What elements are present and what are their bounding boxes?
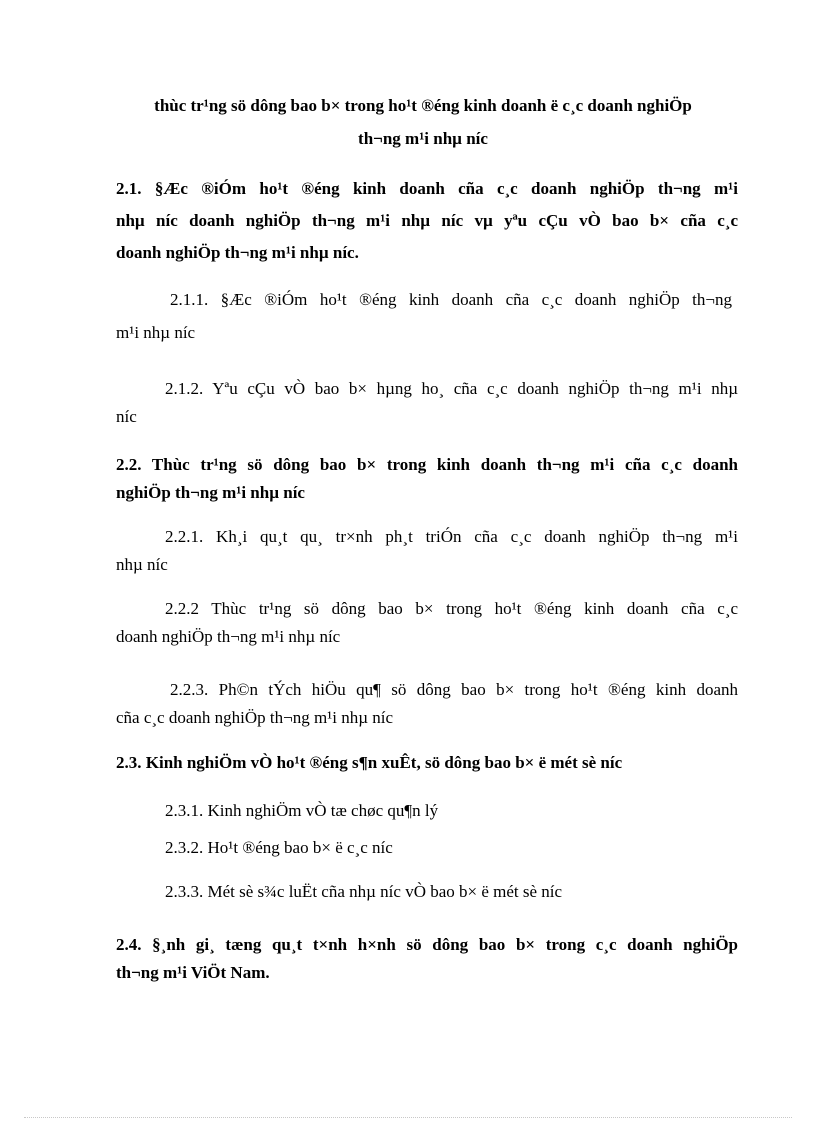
heading-2-3: 2.3. Kinh nghiÖm vÒ ho¹t ®éng s¶n xuÊt, sö dông bao b× ë mét sè níc — [116, 753, 623, 772]
subheading-2-2-3-line-2: cña c¸c doanh nghiÖp th¬ng m¹i nhµ níc — [116, 708, 394, 727]
heading-2-2-line-2: nghiÖp th¬ng m¹i nhµ níc — [116, 483, 305, 502]
heading-2-1-line-3: doanh nghiÖp th¬ng m¹i nhµ níc. — [116, 243, 359, 262]
subheading-2-1-2-line-2: níc — [116, 407, 137, 426]
subheading-2-3-1: 2.3.1. Kinh nghiÖm vÒ tæ chøc qu¶n lý — [165, 801, 439, 820]
subheading-2-2-2-line-1: 2.2.2 Thùc tr¹ng sö dông bao b× trong ho¹t ®éng kinh doanh cña c¸c — [165, 599, 738, 618]
page-bottom-divider — [24, 1117, 792, 1118]
subheading-2-2-2-line-2: doanh nghiÖp th¬ng m¹i nhµ níc — [116, 627, 341, 646]
chapter-title-line-2: th¬ng m¹i nhµ níc — [358, 129, 488, 148]
subheading-2-2-1-line-1: 2.2.1. Kh¸i qu¸t qu¸ tr×nh ph¸t triÓn cña c¸c doanh nghiÖp th¬ng m¹i — [165, 527, 738, 546]
subheading-2-3-2: 2.3.2. Ho¹t ®éng bao b× ë c¸c níc — [165, 838, 393, 857]
subheading-2-1-2-line-1: 2.1.2. Yªu cÇu vÒ bao b× hµng ho¸ cña c¸c doanh nghiÖp th¬ng m¹i nhµ — [165, 379, 738, 398]
subheading-2-2-3-line-1: 2.2.3. Ph©n tÝch hiÖu qu¶ sö dông bao b× trong ho¹t ®éng kinh doanh — [170, 680, 738, 699]
heading-2-2-line-1: 2.2. Thùc tr¹ng sö dông bao b× trong kinh doanh th¬ng m¹i cña c¸c doanh — [116, 455, 738, 474]
chapter-title-line-1: thùc tr¹ng sö dông bao b× trong ho¹t ®éng kinh doanh ë c¸c doanh nghiÖp — [154, 96, 692, 115]
subheading-2-3-3: 2.3.3. Mét sè s¾c luËt cña nhµ níc vÒ bao b× ë mét sè níc — [165, 882, 563, 901]
heading-2-1-line-2: nhµ níc doanh nghiÖp th¬ng m¹i nhµ níc vµ yªu cÇu vÒ bao b× cña c¸c — [116, 211, 738, 230]
heading-2-1-line-1: 2.1. §Æc ®iÓm ho¹t ®éng kinh doanh cña c¸c doanh nghiÖp th¬ng m¹i — [116, 179, 738, 198]
subheading-2-1-1-line-2: m¹i nhµ níc — [116, 323, 196, 342]
heading-2-4-line-1: 2.4. §¸nh gi¸ tæng qu¸t t×nh h×nh sö dông bao b× trong c¸c doanh nghiÖp — [116, 935, 738, 954]
subheading-2-1-1-line-1: 2.1.1. §Æc ®iÓm ho¹t ®éng kinh doanh cña c¸c doanh nghiÖp th¬ng — [170, 290, 732, 309]
heading-2-4-line-2: th¬ng m¹i ViÖt Nam. — [116, 963, 270, 982]
subheading-2-2-1-line-2: nhµ níc — [116, 555, 168, 574]
